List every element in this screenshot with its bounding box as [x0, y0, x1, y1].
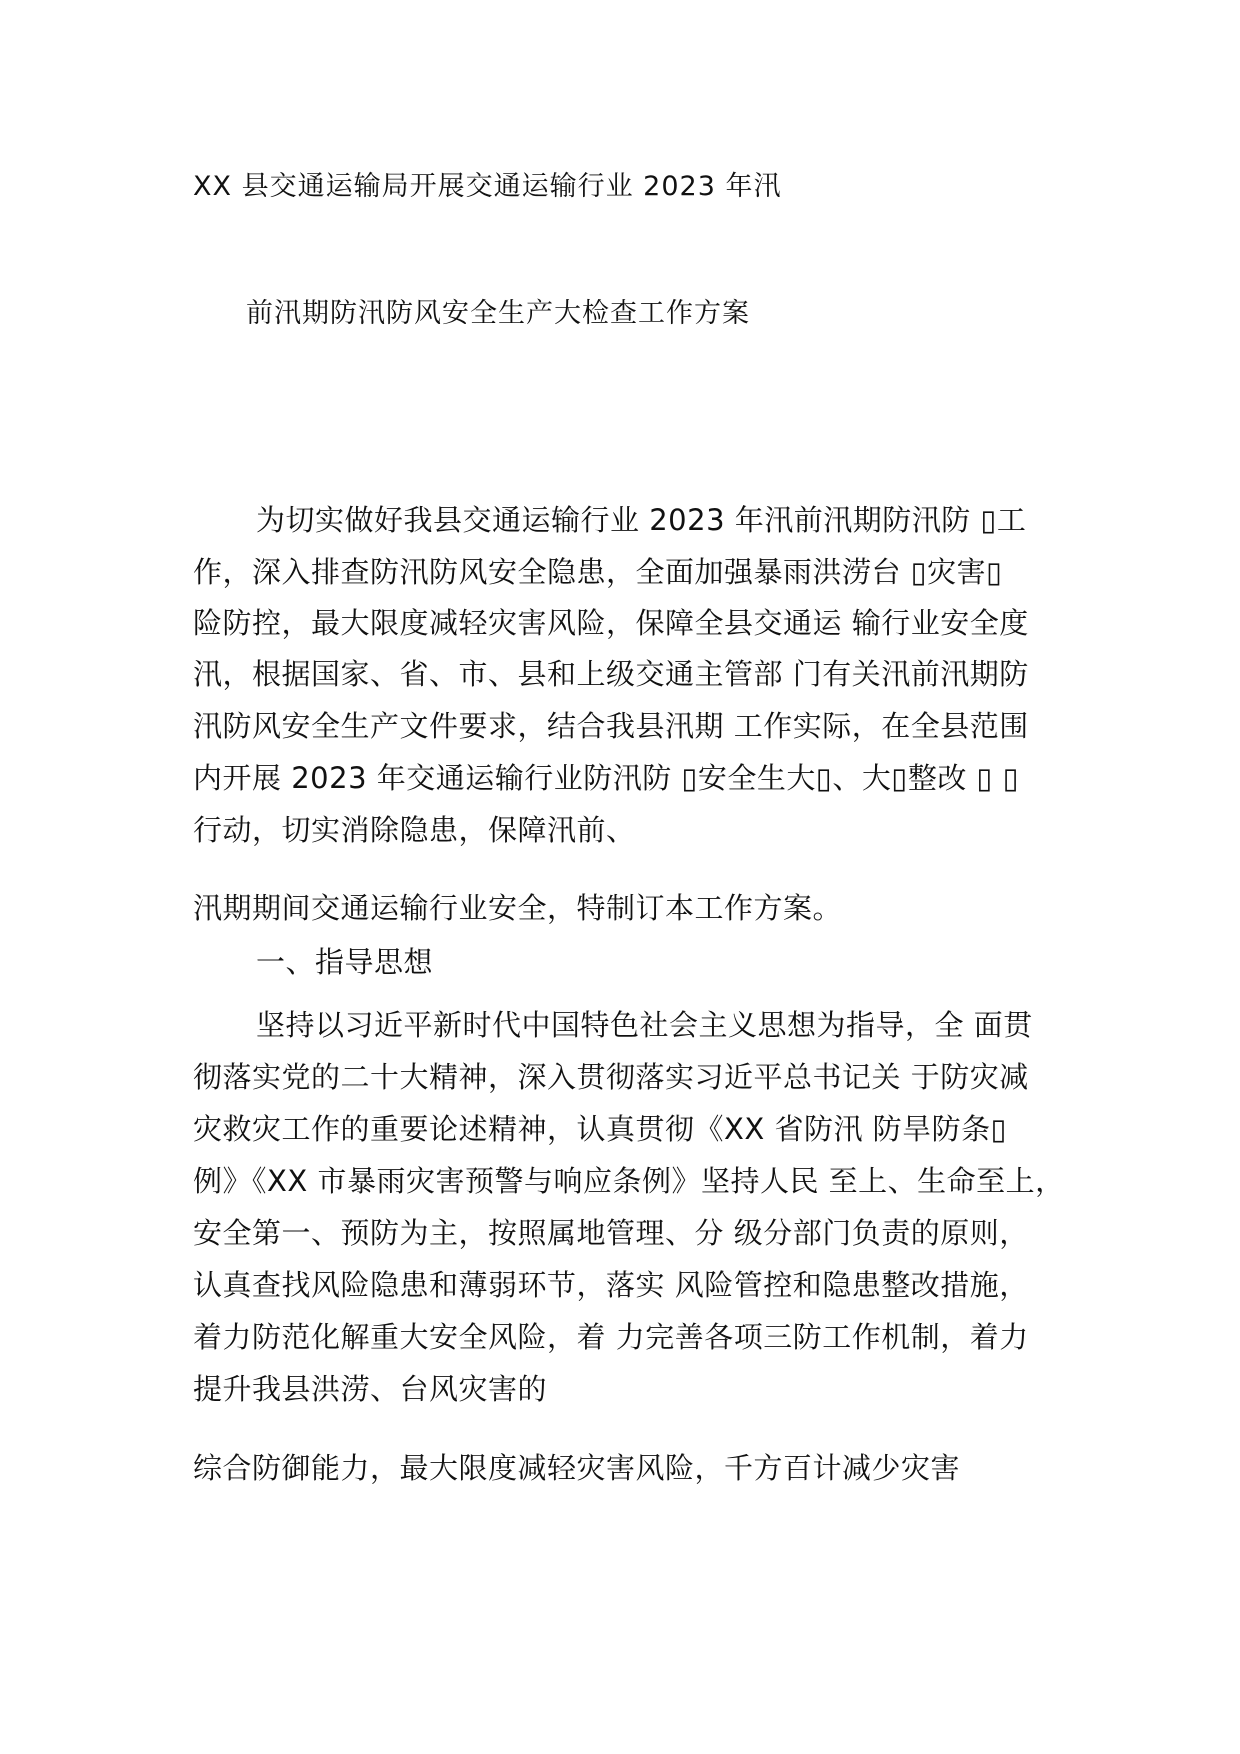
paragraph-line: 行动，切实消除隐患，保障汛前、: [193, 813, 636, 847]
section-heading: 一、指导思想: [256, 945, 434, 979]
paragraph-line: 为切实做好我县交通运输行业 2023 年汛前汛期防汛防 ▯工: [256, 503, 1027, 537]
paragraph-line: 内开展 2023 年交通运输行业防汛防 ▯安全生大▯、大▯整改 ▯ ▯: [193, 761, 1020, 795]
paragraph-line: 灾救灾工作的重要论述精神，认真贯彻《XX 省防汛 防旱防条▯: [193, 1112, 1008, 1146]
paragraph-line: 认真查找风险隐患和薄弱环节，落实 风险管控和隐患整改措施，: [193, 1268, 1029, 1302]
paragraph-line: 提升我县洪涝、台风灾害的: [193, 1372, 548, 1406]
paragraph-line: 作，深入排查防汛防风安全隐患，全面加强暴雨洪涝台 ▯灾害▯: [193, 555, 1003, 589]
paragraph-line: 彻落实党的二十大精神，深入贯彻落实习近平总书记关 于防灾减: [193, 1060, 1029, 1094]
paragraph-line: 险防控，最大限度减轻灾害风险，保障全县交通运 输行业安全度: [193, 606, 1029, 640]
paragraph-line: 坚持以习近平新时代中国特色社会主义思想为指导，全 面贯: [256, 1008, 1033, 1042]
paragraph-line: 汛，根据国家、省、市、县和上级交通主管部 门有关汛前汛期防: [193, 657, 1029, 691]
document-title-line-1: XX 县交通运输局开展交通运输行业 2023 年汛: [193, 171, 782, 202]
document-title-line-2: 前汛期防汛防风安全生产大检查工作方案: [246, 298, 750, 329]
paragraph-line: 例》《XX 市暴雨灾害预警与响应条例》坚持人民 至上、生命至上，: [193, 1164, 1065, 1198]
paragraph-line: 安全第一、预防为主，按照属地管理、分 级分部门负责的原则，: [193, 1216, 1029, 1250]
paragraph-line: 综合防御能力，最大限度减轻灾害风险，千方百计减少灾害: [193, 1451, 961, 1485]
paragraph-line: 着力防范化解重大安全风险，着 力完善各项三防工作机制，着力: [193, 1320, 1029, 1354]
paragraph-line: 汛期期间交通运输行业安全，特制订本工作方案。: [193, 891, 843, 925]
paragraph-line: 汛防风安全生产文件要求，结合我县汛期 工作实际，在全县范围: [193, 709, 1029, 743]
